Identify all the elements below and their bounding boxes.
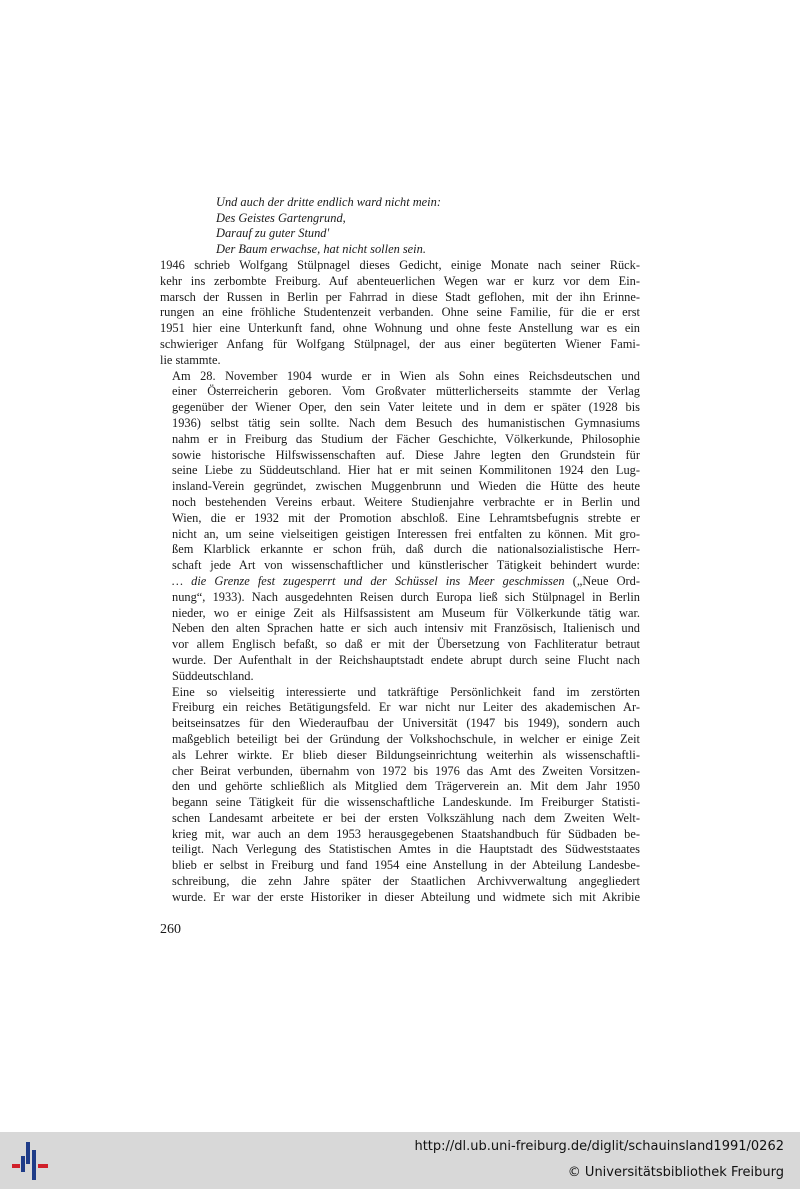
text-line: wurde. Er war der erste Historiker in dieser Abteilung und widmete sich mit Akribie [172,889,640,904]
quote-source: („Neue Ord- [564,573,640,588]
text-line: begann seine Tätigkeit für die wissenschaftliche Landeskunde. Im Freiburger Statisti- [172,795,640,810]
text-line: einer Österreicherin geboren. Vom Großvater mütterlicherseits stammte der Verlag [172,384,640,399]
poem [216,195,636,257]
text-line: beitseinsatzes für den Wiederaufbau der Universität (1947 bis 1949), sondern auch [172,716,640,731]
text-line: Am 28. November 1904 wurde er in Wien als Sohn eines Reichsdeutschen und [172,368,640,383]
text-line: seine Liebe zu Süddeutschland. Hier hat er mit seinen Kommilitonen 1924 den Lug- [172,463,640,478]
text-line: noch bestehenden Vereins erbaut. Weitere Studienjahre verbrachte er in Berlin und [172,494,640,509]
text-line: den und gehörte schließlich als Mitglied dem Trägerverein an. Mit dem Jahr 1950 [172,779,640,794]
poem-line: Des Geistes Gartengrund, [216,210,346,225]
text-line: krieg mit, war auch an dem 1953 herausgegebenen Staatshandbuch für Südbaden be- [172,826,640,841]
text-line: schwieriger Anfang für Wolfgang Stülpnagel, der aus einer begüterten Wiener Fami- [160,336,640,351]
paragraph [160,685,640,906]
text-line: maßgeblich beteiligt bei der Gründung der Volkshochschule, in welcher er einige Zeit [172,731,640,746]
text-line: 1936) selbst tätig sein sollte. Nach dem Besuch des humanistischen Gymnasiums [172,415,640,430]
ub-freiburg-logo-icon [10,1140,50,1182]
italic-quote: … die Grenze fest zugesperrt und der Schüssel ins Meer geschmissen [172,573,565,588]
text-line: rungen an eine fröhliche Studentenzeit verbanden. Ohne seine Familie, für die er erst [160,305,640,320]
text-line: teiligt. Nach Verlegung des Statistischen Amtes in die Hauptstadt des Südweststaates [172,842,640,857]
text-line: 1951 hier eine Unterkunft fand, ohne Wohnung und ohne feste Anstellung war es ein [160,321,640,336]
text-line: cher Beirat verbunden, übernahm von 1972 bis 1976 das Amt des Zweiten Vorsitzen- [172,763,640,778]
copyright-text: © Universitätsbibliothek Freiburg [567,1165,784,1180]
text-line: Neben den alten Sprachen hatte er sich auch intensiv mit Französisch, Italienisch und [172,621,640,636]
text-line: nahm er in Freiburg das Studium der Fächer Geschichte, Völkerkunde, Philosophie [172,431,640,446]
text-line: Freiburg ein reiches Betätigungsfeld. Er war nicht nur Leiter des akademischen Ar- [172,700,640,715]
text-line: marsch der Russen in Berlin per Fahrrad in diese Stadt geflohen, mit der ihn Erinne- [160,289,640,304]
text-line: nicht an, um seine vielseitigen geistigen Interessen frei entfalten zu können. Mit gro- [172,526,640,541]
text-line [160,574,640,590]
text-line: sowie historische Hilfswissenschaften auf. Diese Jahre legten den Grundstein für [172,447,640,462]
text-line: vor allem Englisch befaßt, so daß er mit der Übersetzung von Fachliteratur betraut [172,637,640,652]
text-line: schreibung, die zehn Jahre später der Staatlichen Archivverwaltung angegliedert [172,874,640,889]
paragraph [160,369,640,685]
text-line: schen Landesamt arbeitete er bei der ersten Volkszählung nach dem Zweiten Welt- [172,810,640,825]
text-line: nieder, wo er einige Zeit als Hilfsassistent am Museum für Völkerkunde tätig war. [172,605,640,620]
text-line: lie stammte. [160,352,221,367]
paragraph [160,258,640,369]
text-line: Wien, die er 1932 mit der Promotion abschloß. Eine Lehramtsbefugnis strebte er [172,510,640,525]
text-line: Süddeutschland. [172,668,254,683]
text-line: blieb er selbst in Freiburg und fand 1954 eine Anstellung in der Abteilung Landesbe- [172,858,640,873]
document-url-link[interactable]: http://dl.ub.uni-freiburg.de/diglit/schauinsland1991/0262 [414,1139,784,1154]
body-text [160,258,640,906]
text-line: als Lehrer wirkte. Er blieb dieser Bildungseinrichtung weiterhin als wissenschaftli- [172,747,640,762]
page-number: 260 [160,922,181,937]
poem-line: Darauf zu guter Stund' [216,226,330,240]
text-line: 1946 schrieb Wolfgang Stülpnagel dieses Gedicht, einige Monate nach seiner Rück- [160,258,640,272]
poem-line: Und auch der dritte endlich ward nicht mein: [216,195,441,209]
poem-line: Der Baum erwachse, hat nicht sollen sein. [216,241,426,256]
text-line: nung“, 1933). Nach ausgedehnten Reisen durch Europa ließ sich Stülpnagel in Berlin [172,589,640,604]
text-line: schaft jede Art von wissenschaftlicher und künstlerischer Tätigkeit behindert wurde: [172,558,640,573]
footer-bar [0,1132,800,1189]
text-line: Eine so vielseitig interessierte und tatkräftige Persönlichkeit fand im zerstörten [172,684,640,699]
text-line: insland-Verein gegründet, zwischen Muggenbrunn und Wieden die Hütte des heute [172,479,640,494]
text-line: kehr ins zerbombte Freiburg. Auf abenteuerlichen Wegen war er kurz vor dem Ein- [160,273,640,288]
text-line: wurde. Der Aufenthalt in der Reichshauptstadt endete abrupt durch seine Flucht nach [172,652,640,667]
text-line: ßem Klarblick erkannte er schon früh, daß durch die nationalsozialistische Herr- [172,542,640,557]
text-line: gegenüber der Wiener Oper, den sein Vater leitete und in dem er später (1928 bis [172,400,640,415]
